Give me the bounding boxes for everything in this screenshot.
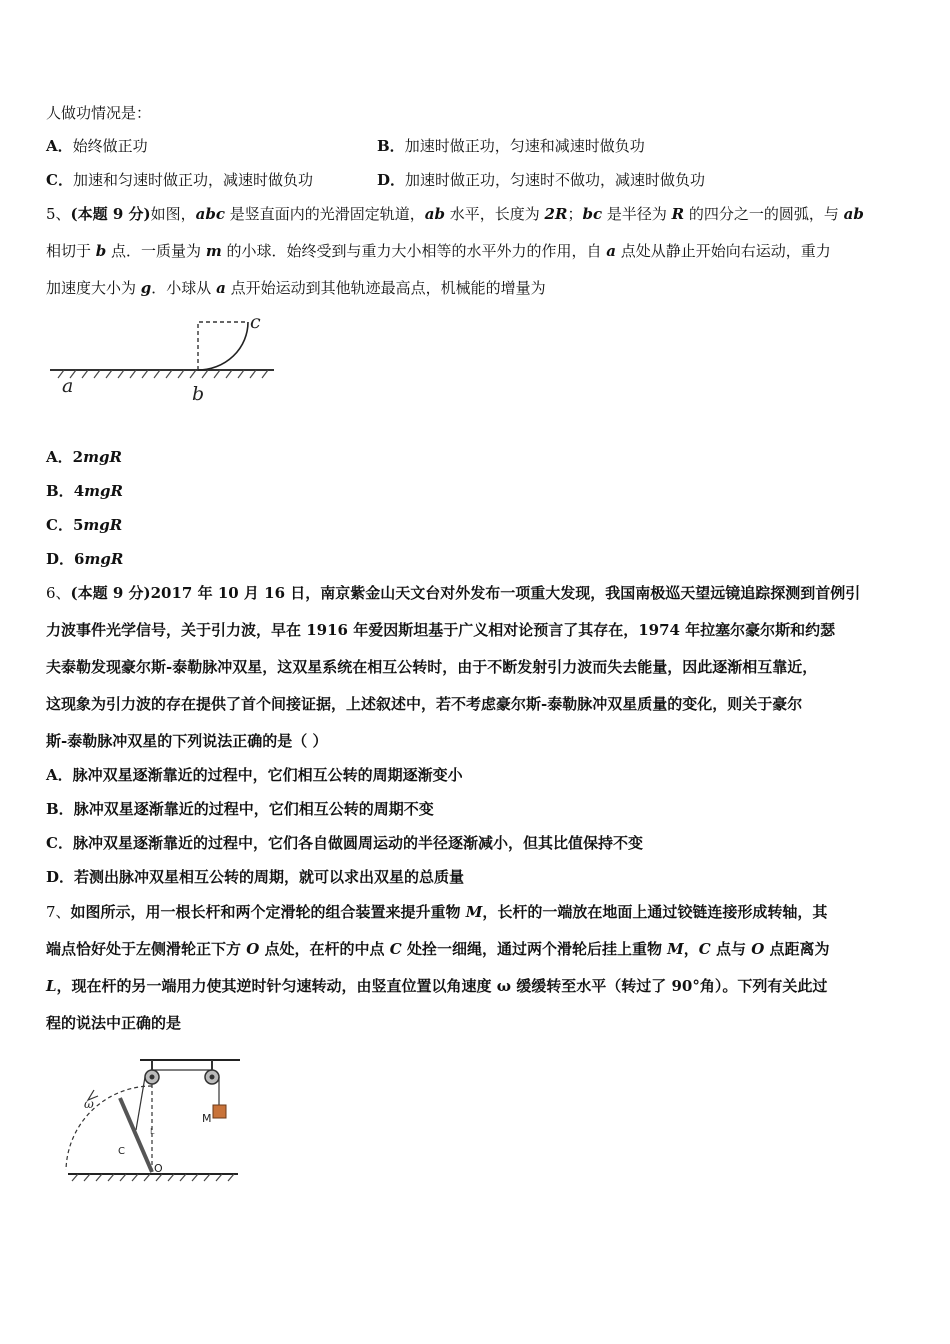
weight-label: M bbox=[202, 1112, 212, 1125]
q5-label-a: a bbox=[62, 375, 74, 397]
q4-option-b: B．加速时做正功，匀速和减速时做负功 bbox=[377, 137, 645, 155]
q6-line-1: 6、(本题 9 分)2017 年 10 月 16 日，南京紫金山天文台对外发布一项重大发现，我国南极巡天望远镜追踪探测到首例引 bbox=[46, 584, 861, 602]
q5-option-b: B．4mgR bbox=[46, 482, 123, 500]
q5-label-b: b bbox=[192, 383, 205, 405]
omega-label: ω bbox=[84, 1097, 94, 1111]
q6-option-d: D．若测出脉冲双星相互公转的周期，就可以求出双星的总质量 bbox=[46, 868, 465, 886]
point-c-label: C bbox=[118, 1146, 125, 1157]
point-o-label: O bbox=[154, 1162, 163, 1175]
q6-option-a: A．脉冲双星逐渐靠近的过程中，它们相互公转的周期逐渐变小 bbox=[46, 766, 463, 784]
q6-line-5: 斯-泰勒脉冲双星的下列说法正确的是（ ） bbox=[46, 732, 328, 750]
length-label: L bbox=[150, 1127, 155, 1136]
q4-lead: 人做功情况是： bbox=[46, 104, 152, 122]
q5-track-figure bbox=[46, 306, 296, 406]
q7-line-3: L，现在杆的另一端用力使其逆时针匀速转动，由竖直位置以角速度 ω 缓缓转至水平（转过了 90°角）。下列有关此过 bbox=[46, 977, 828, 995]
weight-block bbox=[213, 1105, 226, 1118]
q7-pulley-figure bbox=[62, 1050, 252, 1190]
q7-line-1: 7、如图所示，用一根长杆和两个定滑轮的组合装置来提升重物 M，长杆的一端放在地面上通过铰链连接形成转轴，其 bbox=[46, 903, 828, 921]
q7-line-2: 端点恰好处于左侧滑轮正下方 O 点处，在杆的中点 C 处拴一细绳，通过两个滑轮后挂上重物 M，C 点与 O 点距离为 bbox=[46, 940, 830, 958]
q6-line-2: 力波事件光学信号，关于引力波，早在 1916 年爱因斯坦基于广义相对论预言了其存在，1974 年拉塞尔豪尔斯和约瑟 bbox=[46, 621, 836, 639]
q6-line-4: 这现象为引力波的存在提供了首个间接证据，上述叙述中，若不考虑豪尔斯-泰勒脉冲双星质量的变化，则关于豪尔 bbox=[46, 695, 803, 713]
q5-option-d: D．6mgR bbox=[46, 550, 124, 568]
q7-line-4: 程的说法中正确的是 bbox=[46, 1014, 182, 1032]
q5-line-2: 相切于 b 点．一质量为 m 的小球．始终受到与重力大小相等的水平外力的作用，自 a 点处从静止开始向右运动，重力 bbox=[46, 242, 831, 260]
q4-option-d: D．加速时做正功，匀速时不做功，减速时做负功 bbox=[377, 171, 706, 189]
q6-option-c: C．脉冲双星逐渐靠近的过程中，它们各自做圆周运动的半径逐渐减小，但其比值保持不变 bbox=[46, 834, 643, 852]
q6-option-b: B．脉冲双星逐渐靠近的过程中，它们相互公转的周期不变 bbox=[46, 800, 434, 818]
rod bbox=[120, 1098, 152, 1172]
q5-label-c: c bbox=[250, 311, 261, 333]
q5-option-c: C．5mgR bbox=[46, 516, 123, 534]
q5-line-3: 加速度大小为 g．小球从 a 点开始运动到其他轨迹最高点，机械能的增量为 bbox=[46, 279, 546, 297]
q4-option-c: C．加速和匀速时做正功，减速时做负功 bbox=[46, 171, 313, 189]
q6-line-3: 夫泰勒发现豪尔斯-泰勒脉冲双星，这双星系统在相互公转时，由于不断发射引力波而失去能量，因此逐渐相互靠近， bbox=[46, 658, 818, 676]
q5-option-a: A．2mgR bbox=[46, 448, 122, 466]
q5-line-1: 5、(本题 9 分)如图，abc 是竖直面内的光滑固定轨道，ab 水平，长度为 2R；bc 是半径为 R 的四分之一的圆弧，与 ab bbox=[46, 205, 864, 223]
q4-option-a: A．始终做正功 bbox=[46, 137, 148, 155]
